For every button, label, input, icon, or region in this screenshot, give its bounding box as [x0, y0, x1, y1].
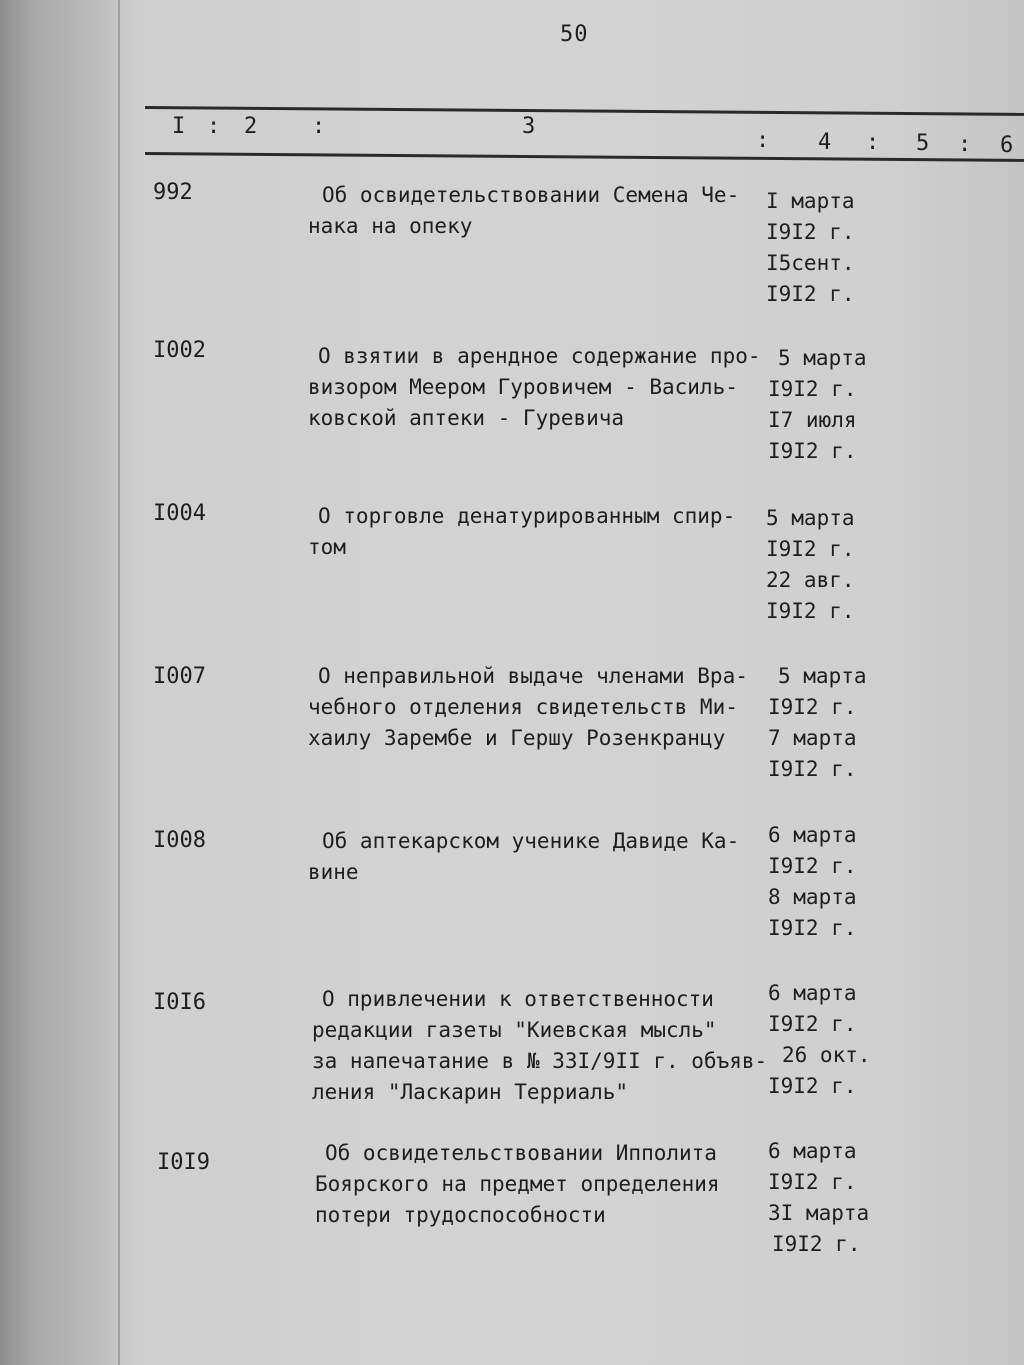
column-header-separator: : [207, 114, 221, 139]
case-description: Об освидетельствовании Ипполита Боярского на предмет определения потери трудоспособности [315, 1141, 720, 1227]
column-header-1: I [172, 114, 186, 139]
column-header-separator: : [312, 114, 326, 139]
column-header-4: 4 [818, 130, 832, 155]
case-number: 992 [153, 180, 193, 205]
case-number: I007 [153, 664, 206, 689]
case-dates: 5 марта I9I2 г. 22 авг. I9I2 г. [766, 506, 855, 623]
page-number: 50 [560, 22, 589, 47]
case-dates: I марта I9I2 г. I5сент. I9I2 г. [766, 189, 855, 306]
case-dates: 6 марта I9I2 г. 26 окт. I9I2 г. [768, 981, 871, 1098]
case-dates: 6 марта I9I2 г. 8 марта I9I2 г. [768, 823, 857, 940]
case-number: I008 [153, 828, 206, 853]
column-header-separator: : [866, 130, 880, 155]
case-dates: 5 марта I9I2 г. I7 июля I9I2 г. [768, 346, 867, 463]
case-description: О торговле денатурированным спир- том [308, 504, 736, 559]
column-header-separator: : [756, 128, 770, 153]
case-number: I002 [153, 338, 206, 363]
column-header-separator: : [958, 132, 972, 157]
header-rule-bottom [145, 152, 1024, 162]
case-number: I004 [153, 501, 206, 526]
case-description: Об освидетельствовании Семена Че- нака на опеку [308, 183, 740, 238]
header-rule-top [145, 106, 1024, 116]
case-description: О взятии в арендное содержание про- визором Меером Гуровичем - Василь- ковской аптеки - Гуревича [308, 344, 761, 430]
case-number: I0I9 [157, 1150, 210, 1175]
column-header-5: 5 [916, 131, 930, 156]
column-header-6: 6 [1000, 133, 1014, 158]
case-dates: 5 марта I9I2 г. 7 марта I9I2 г. [768, 664, 867, 781]
book-binding-shadow [0, 0, 125, 1365]
case-number: I0I6 [153, 990, 206, 1015]
column-header-2: 2 [244, 114, 258, 139]
case-description: О привлечении к ответственности редакции газеты "Киевская мысль" за напечатание в № 33I/9II г. объяв- ления "Ласкарин Терриаль" [312, 987, 768, 1104]
case-description: О неправильной выдаче членами Вра- чебного отделения свидетельств Ми- хаилу Зарембе и Гершу Розенкранцу [308, 664, 748, 750]
case-dates: 6 марта I9I2 г. 3I марта I9I2 г. [768, 1139, 870, 1256]
binding-edge-line [118, 0, 120, 1365]
case-description: Об аптекарском ученике Давиде Ка- вине [308, 829, 740, 884]
column-header-3: 3 [522, 114, 536, 139]
